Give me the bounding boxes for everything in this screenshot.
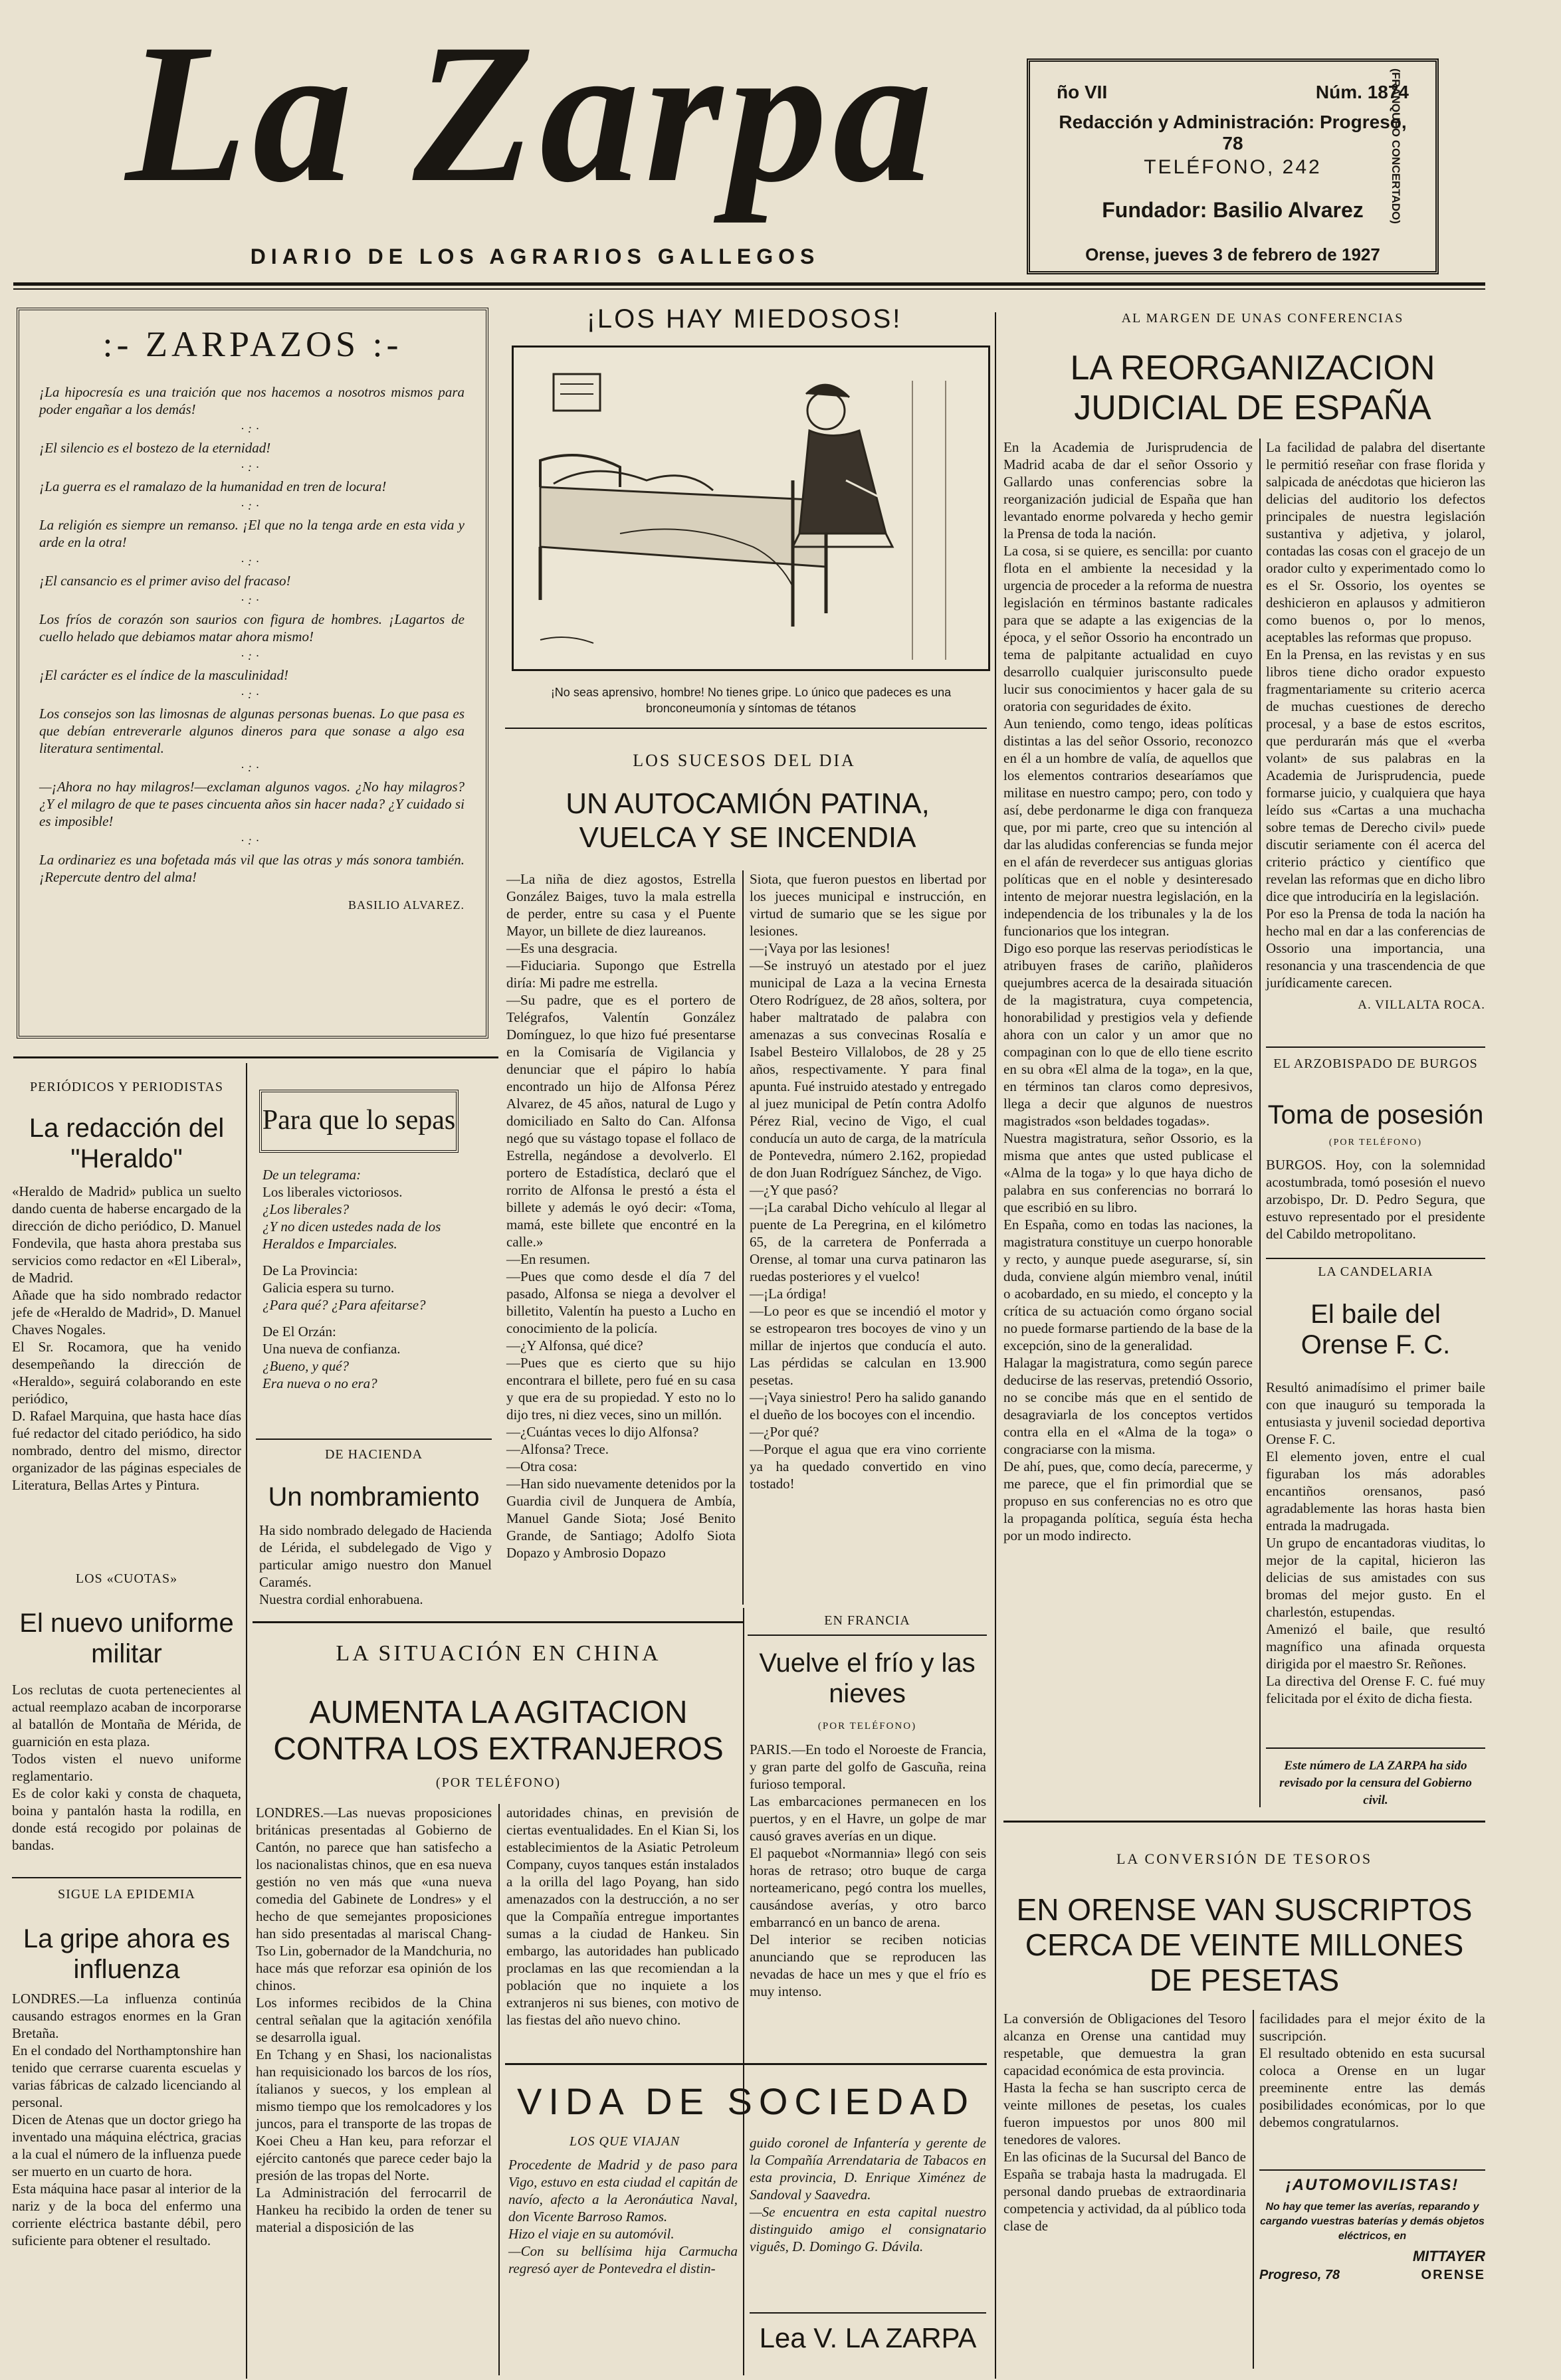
section-rule: [253, 1621, 744, 1623]
sepas-body: [262, 1166, 495, 1392]
column-divider: [995, 312, 996, 2379]
reorg-kicker: AL MARGEN DE UNAS CONFERENCIAS: [1121, 311, 1404, 326]
column-divider: [743, 1608, 744, 2375]
arzobispado-kicker: EL ARZOBISPADO DE BURGOS: [1273, 1056, 1478, 1071]
separator-dots: ·:·: [241, 593, 263, 607]
franqueo-label: (FRANQUEO CONCERTADO): [1390, 68, 1402, 224]
sucesos-para: —¡Vaya siniestro! Pero ha salido ganando el dueño de los bocoyes con el incendio.: [750, 1389, 986, 1423]
reorg-para: Aun teniendo, como tengo, ideas políticas distintas a las del señor Ossorio, reconozco en él a un hombre de valía, de aquellos que los elementos contrarios desearíamos que militase en nuestro campo; pero, con todo y así, debe perdonarme le diga con franqueza que, por mi parte, creo que su intención al dar las aludidas conferencias se funda mejor en el afán de reverdecer sus antiguas glorias políticas que en el noble y desinteresado intento de mejorar nuestra legislación, en la independencia de los tribunales y la de los funcionarios que los integran.: [1003, 716, 1253, 939]
section-rule: [1266, 1046, 1485, 1048]
china-para: En Tchang y en Shasi, los nacionalistas han requisicionado los barcos de los ríos, ítalianos y suecos, y los emplean al mismo tiempo que los remolcadores y los juncos, para el transporte de las tropas de Koei Cheu a Han keu, para reforzar el ejército cantonés que parece ceder bajo la presión de las tropas del Norte.: [256, 2046, 492, 2183]
cuotas-kicker: LOS «CUOTAS»: [75, 1571, 178, 1586]
sucesos-col-1: [506, 870, 736, 1561]
separator-dots: ·:·: [241, 649, 263, 662]
sociedad-para: Hizo el viaje en su automóvil.: [508, 2226, 675, 2242]
maxim: ¡La guerra es el ramalazo de la humanidad en tren de locura!: [39, 478, 387, 494]
column-divider: [742, 870, 744, 1605]
china-para: autoridades chinas, en previsión de ciertas eventualidades. En el Kian Si, los establecimientos de la Asiatic Petroleum Company, cuyos tanques están instalados a la orilla del lago Poyang, han sido amenazados con la destrucción, a no ser que la Compañía entregue importantes sumas a la ciudad de Hankeu. Sin embargo, las autoridades han publicado proclamas en las que recomiendan a la población que no inquiete a los extranjeros ni sus bienes, con motivo de las fiestas del año nuevo chino.: [506, 1805, 739, 2028]
reorg-headline: LA REORGANIZACION JUDICIAL DE ESPAÑA: [1070, 349, 1435, 427]
sucesos-para: —¿Cuántas veces lo dijo Alfonsa?: [506, 1424, 699, 1440]
sepas-line: De un telegrama:: [262, 1167, 362, 1183]
zarpazos-title: :- ZARPAZOS :-: [102, 324, 403, 364]
baile-para: Un grupo de encantadoras viuditas, lo mejor de la capital, hicieron las delicias de sus amistades con sus bromas del mejor gusto. En el charlestón, estupendas.: [1266, 1535, 1485, 1620]
section-rule: [1259, 2169, 1485, 2171]
gripe-headline: La gripe ahora es influenza: [23, 1924, 231, 1984]
sepas-line: ¿Los liberales?: [262, 1201, 350, 1217]
cuotas-para: Todos visten el nuevo uniforme reglamentario.: [12, 1751, 241, 1784]
zarpazos-box: [17, 308, 488, 1039]
separator-dots: ·:·: [241, 761, 263, 774]
baile-body: [1266, 1379, 1485, 1707]
hacienda-kicker: DE HACIENDA: [324, 1447, 423, 1462]
sociedad-footer: Lea V. LA ZARPA: [759, 2322, 977, 2353]
censor-note: Este número de LA ZARPA ha sido revisado por la censura del Gobierno civil.: [1279, 1759, 1472, 1807]
baile-para: Resultó animadísimo el primer baile con que inauguró su temporada la entusiasta y juvenil sociedad deportiva Orense F. C.: [1266, 1379, 1485, 1447]
reorg-para: En la Prensa, en las revistas y en sus libros tiene dicho orador expuesto fragmentariamente su criterio acerca de muchas cuestiones de derecho procesal, y a base de estos escritos, que perdurarán más que el «verba volant» de sus palabras en la Academia de Jurisprudencia, puede formarse juicio, y cualquiera que haya leído sus «Cartas a una muchacha sobre temas de Derecho civil» puede discutir seriamente con él acerca del criterio práctico y científico que revelan las reformas que en dicho libro dice que introduciría en la legislación.: [1266, 646, 1485, 904]
cartoon-caption: ¡No seas aprensivo, hombre! No tienes gripe. Lo único que padeces es una bronconeumonía y síntomas de tétanos: [550, 686, 952, 715]
maxim: ¡El carácter es el índice de la masculinidad!: [39, 667, 288, 683]
frio-para: Las embarcaciones permanecen en los puertos, y en el Havre, un golpe de mar causó graves averías en un dique.: [750, 1793, 986, 1844]
sepas-line: De El Orzán:: [262, 1324, 336, 1339]
reorg-para: La facilidad de palabra del disertante le permitió reseñar con frase florida y salpicada de anécdotas que hicieron las delicias del auditorio los defectos principales de nuestra legislación sustantiva y adjetiva, y jolarol, contadas las cosas con el gracejo de un orador culto y experimentado como lo es el Sr. Ossorio, los oyentes se deshicieron en aplausos y admitieron como buenos o, por lo menos, aceptables las reformas que propuso.: [1266, 439, 1485, 645]
masthead: [0, 0, 1561, 286]
number-label: Núm. 1874: [1315, 82, 1409, 102]
column-divider: [1259, 439, 1261, 1807]
tesoros-para: facilidades para el mejor éxito de la suscripción.: [1259, 2011, 1485, 2044]
ad-city: ORENSE: [1421, 2268, 1485, 2282]
sociedad-para: Procedente de Madrid y de paso para Vigo, estuvo en esta ciudad el capitán de navío, afecto a la Aeronáutica Naval, don Vicente Barroso Ramos.: [508, 2157, 738, 2225]
hacienda-para: Nuestra cordial enhorabuena.: [259, 1591, 423, 1607]
column-divider: [1253, 2010, 1254, 2369]
reorg-para: Halagar la magistratura, como según parece deducirse de las reservas, pretendió Ossorio, no se concibe más que en el sentido de desagraviarla de los conceptos vertidos contra ella en el «Alma de la toga» o congraciarse con la misma.: [1003, 1355, 1253, 1457]
sucesos-para: —Su padre, que es el portero de Telégrafos, Valentín González Domínguez, lo que hizo fué presentarse en la Comisaría de Vigilancia y denunciar que el pápiro lo había encontrado un hijo de Alfonsa Pérez Alvarez, de 45 años, natural de Lugo y domiciliado en Salto do Can. Alfonsa negó que su vástago topase el follaco de Estrella, negándose a devolverlo. El portero de Estadística, declaró que el rorrito de Alfonsa le prestó a ésta el billete y además le oyó decir: «Toma, mamá, este billete que encontré en la calle.»: [506, 992, 736, 1250]
sucesos-para: —Porque el agua que era vino corriente ya ha quedado convertido en vino tostado!: [750, 1441, 986, 1492]
section-rule: [505, 2063, 987, 2065]
separator-dots: ·:·: [241, 688, 263, 701]
sucesos-kicker: LOS SUCESOS DEL DIA: [633, 751, 856, 770]
sociedad-para: —Con su bellísima hija Carmucha regresó ayer de Pontevedra el distin-: [508, 2243, 738, 2276]
arzobispado-byline: (POR TELÉFONO): [1328, 1138, 1423, 1147]
cartoon-title: ¡LOS HAY MIEDOSOS!: [586, 304, 902, 334]
sepas-line: De La Provincia:: [262, 1262, 358, 1278]
gripe-body: [12, 1990, 241, 2249]
tesoros-para: En las oficinas de la Sucursal del Banco de España se trabaja hasta la madrugada. El personal dando pruebas de extraordinaria competencia y actividad, da al público toda clase de: [1003, 2149, 1246, 2234]
tesoros-para: La conversión de Obligaciones del Tesoro alcanza en Orense una cantidad muy respetable, que demuestra la gran capacidad económica de esta provincia.: [1003, 2011, 1246, 2078]
reorg-para: Nuestra magistratura, señor Ossorio, es la misma que antes que usted publicase el «Alma de la toga» y lo que haya dicho de palabra en sus conferencias no borrará lo que escribió en su libro.: [1003, 1130, 1253, 1215]
sucesos-headline: UN AUTOCAMIÓN PATINA, VUELCA Y SE INCENDIA: [566, 787, 930, 854]
sucesos-para: —Han sido nuevamente detenidos por la Guardia civil de Junquera de Ambía, Manuel Gande Siota; José Benito Grande, de Santiago; Adolfo Siota Dopazo y Ambrosio Dopazo: [506, 1476, 736, 1561]
reorg-para: En España, como en todas las naciones, la magistratura constituye un cuerpo honorable y recto, y aunque puede asegurarse, sí, sin duda, conviene algún miembro venal, inútil o acobardado, en su miedo, el concepto y la crítica de su actuación como órgano social no puede formarse partiendo de la base de la excepción, sino de la generalidad.: [1003, 1217, 1253, 1353]
sepas-title-box: [259, 1090, 459, 1153]
founder-label: Fundador: Basilio Alvarez: [1102, 198, 1364, 222]
baile-headline: El baile del Orense F. C.: [1301, 1300, 1451, 1359]
masthead-title: La Zarpa: [125, 3, 938, 223]
hacienda-body: [259, 1522, 492, 1608]
china-para: La Administración del ferrocarril de Hankeu ha recibido la orden de tener su material a disposición de las: [256, 2185, 492, 2235]
sucesos-para: —Se instruyó un atestado por el juez municipal de Laza a la vecina Ernesta Otero Rodríguez, de 28 años, soltera, por haber maltratado de palabra con amenazas a sus convecinas Rosalía e Isabel Besteiro Villalobos, de 28 y 25 años, respectivamente. Y para final apunta. Fué instruido atestado y entregado al juez municipal de Petín contra Adolfo Pérez Rial, vecino de Vigo, el cual conducía un auto de carga, de la matrícula de Pontevedra, número 2.162, propiedad de don Juan Rodríguez Sánchez, de Vigo.: [750, 957, 986, 1181]
periodicos-para: «Heraldo de Madrid» publica un suelto dando cuenta de haberse encargado de la dirección de dicho periódico, D. Manuel Fondevila, que hasta ahora prestaba sus servicios como redactor en «El Liberal», de Madrid.: [12, 1183, 241, 1286]
sepas-line: ¿Y no dicen ustedes nada de los Heraldos e Imparciales.: [262, 1219, 441, 1252]
cuotas-para: Los reclutas de cuota pertenecientes al actual reemplazo acaban de incorporarse al batallón de Montaña de Mérida, de guarnición en esta plaza.: [12, 1682, 241, 1749]
sucesos-col-2: [750, 870, 986, 1492]
separator-dots: ·:·: [241, 422, 263, 435]
cuotas-body: [12, 1681, 241, 1854]
reorg-para: En la Academia de Jurisprudencia de Madrid acaba de dar el señor Ossorio y Gallardo unas conferencias sobre la reorganización judicial de España que han levantado enorme polvareda y hecho gemir la Prensa de toda la nación.: [1003, 439, 1253, 542]
baile-kicker: LA CANDELARIA: [1318, 1264, 1433, 1279]
masthead-rule: [13, 282, 1485, 286]
date-label: Orense, jueves 3 de febrero de 1927: [1085, 245, 1380, 264]
ad-name: MITTAYER: [1412, 2248, 1485, 2264]
gripe-para: Dicen de Atenas que un doctor griego ha inventado una máquina eléctrica, gracias a la cual el número de la influenza puede ser muerto en un cuarto de hora.: [12, 2112, 241, 2179]
column-divider: [246, 1063, 247, 2379]
cuotas-headline: El nuevo uniforme militar: [19, 1609, 234, 1668]
frio-para: PARIS.—En todo el Noroeste de Francia, y gran parte del golfo de Gascuña, reina furioso temporal.: [750, 1741, 986, 1792]
maxim: ¡El cansancio es el primer aviso del fracaso!: [39, 573, 291, 589]
sucesos-para: —Es una desgracia.: [506, 940, 618, 956]
frio-kicker: EN FRANCIA: [824, 1613, 910, 1628]
periodicos-para: Añade que ha sido nombrado redactor jefe de «Heraldo de Madrid», D. Manuel Chaves Nogales.: [12, 1287, 241, 1338]
frio-para: Del interior se reciben noticias anunciando que se reproducen las nevadas de hace un mes y que el frío es muy intenso.: [750, 1932, 986, 1999]
masthead-rule-thin: [13, 288, 1485, 290]
sociedad-col-1: [508, 2156, 738, 2277]
hacienda-para: Ha sido nombrado delegado de Hacienda de Lérida, el subdelegado de Vigo y particular amigo nuestro don Manuel Caramés.: [259, 1522, 492, 1590]
phone-label: TELÉFONO, 242: [1144, 156, 1322, 178]
sucesos-para: —¡La órdiga!: [750, 1286, 827, 1302]
reorg-col-1: [1003, 439, 1253, 1544]
baile-para: La directiva del Orense F. C. fué muy felicitada por el éxito de dicha fiesta.: [1266, 1673, 1485, 1706]
sepas-line: Galicia espera su turno.: [262, 1280, 395, 1296]
section-rule: [1003, 1821, 1485, 1823]
separator-dots: ·:·: [241, 460, 263, 474]
reorg-col-2: [1266, 439, 1485, 1014]
ad-title: ¡AUTOMOVILISTAS!: [1285, 2176, 1459, 2194]
sociedad-para: guido coronel de Infantería y gerente de la Compañía Arrendataria de Tabacos en esta provincia, D. Enrique Ximénez de Sandoval y Saavedra.: [750, 2135, 986, 2203]
sucesos-para: —Fiduciaria. Supongo que Estrella diría: Mi padre me estrella.: [506, 957, 736, 991]
gripe-para: En el condado del Northamptonshire han tenido que cerrarse cuarenta escuelas y varias fábricas de calzado licenciando al personal.: [12, 2042, 241, 2110]
arzobispado-body: [1266, 1156, 1485, 1242]
sociedad-kicker: LOS QUE VIAJAN: [569, 2134, 680, 2149]
section-rule: [12, 1877, 241, 1878]
china-para: LONDRES.—Las nuevas proposiciones británicas presentadas al Gobierno de Cantón, no parece que han satisfecho a los nacionalistas chinos, que en esa nueva gestión no ven más que «una nueva comedia del Gabinete de Londres» y el hecho de que semejantes proposiciones han sido presentadas al mariscal Chang-Tso Lin, gobernador de la Mandchuria, no hace más que reforzar esa opinión de los chinos.: [256, 1805, 492, 1993]
periodicos-kicker: PERIÓDICOS Y PERIODISTAS: [30, 1080, 223, 1094]
sucesos-para: —En resumen.: [506, 1251, 590, 1267]
china-headline: AUMENTA LA AGITACION CONTRA LOS EXTRANJEROS: [273, 1695, 724, 1767]
sepas-line: Era nueva o no era?: [262, 1375, 377, 1391]
column-divider: [498, 1804, 500, 2375]
reorg-para: La cosa, si se quiere, es sencilla: por cuanto flota en el ambiente la necesidad y la urgencia de proceder a la reforma de nuestra legislación en términos bastante radicales para que se adapte a las exigencias de la época, y el señor Ossorio ha encontrado un tema de palpitante actualidad en cuyo desarrollo cualquier jurisconsulto puede lucir sus conocimientos y hacer gala de su oratoria con seguridades de éxito.: [1003, 543, 1253, 714]
tesoros-para: El resultado obtenido en esta sucursal coloca a Orense en un lugar preeminente entre las demás posibilidades económicas, por lo que debemos congratularnos.: [1259, 2045, 1485, 2130]
separator-dots: ·:·: [241, 499, 263, 512]
tesoros-kicker: LA CONVERSIÓN DE TESOROS: [1116, 1850, 1373, 1867]
sucesos-para: —¡Vaya por las lesiones!: [750, 940, 890, 956]
tesoros-col-2: [1259, 2010, 1485, 2131]
section-rule: [1266, 1747, 1485, 1749]
baile-para: Amenizó el baile, que resultó magnífico una afinada orquesta dirigida por el maestro Sr. Reñones.: [1266, 1621, 1485, 1672]
china-byline: (POR TELÉFONO): [435, 1775, 562, 1790]
tesoros-para: Hasta la fecha se han suscripto cerca de veinte millones de pesetas, los cuales fueron impuestos por unos 800 mil tenedores de valores.: [1003, 2080, 1246, 2147]
hacienda-headline: Un nombramiento: [268, 1482, 480, 1512]
sucesos-para: —¡La carabal Dicho vehículo al llegar al puente de La Peregrina, en el kilómetro 65, de la carretera de Ponferrada a Orense, al tomar una curva patinaron las ruedas posteriores y el vuelco!: [750, 1199, 986, 1284]
year-label: ño VII: [1057, 82, 1108, 102]
reorg-signature: A. VILLALTA ROCA.: [1358, 998, 1485, 1012]
cartoon-frame: [512, 346, 990, 671]
sepas-title: Para que lo sepas: [262, 1105, 456, 1136]
sociedad-col-2: [750, 2134, 986, 2255]
sucesos-para: —La niña de diez agostos, Estrella González Baiges, tuvo la mala estrella de perder, entre su casa y el Puente Mayor, un billete de diez laureanos.: [506, 871, 736, 939]
gripe-kicker: SIGUE LA EPIDEMIA: [58, 1887, 195, 1902]
arzobispado-headline: Toma de posesión: [1267, 1100, 1484, 1130]
sepas-line: ¿Para qué? ¿Para afeitarse?: [262, 1297, 426, 1313]
sucesos-para: —¿Y Alfonsa, qué dice?: [506, 1338, 643, 1353]
ad-address: Progreso, 78: [1259, 2268, 1340, 2282]
masthead-info-box: [1027, 58, 1439, 274]
section-rule: [748, 1635, 987, 1636]
sepas-line: Una nueva de confianza.: [262, 1341, 401, 1357]
zarpazos-signature: BASILIO ALVAREZ.: [348, 898, 465, 912]
sepas-line: ¿Bueno, y qué?: [262, 1358, 350, 1374]
frio-byline: (POR TELÉFONO): [817, 1721, 917, 1732]
maxim: ¡La hipocresía es una traición que nos hacemos a nosotros mismos para poder engañar a los demás!: [39, 384, 465, 417]
china-kicker: LA SITUACIÓN EN CHINA: [336, 1641, 661, 1666]
frio-body: [750, 1741, 986, 2000]
sucesos-para: Siota, que fueron puestos en libertad por los jueces municipal e instrucción, en virtud de sumario que se les sigue por lesiones.: [750, 871, 986, 939]
sucesos-para: —¿Por qué?: [750, 1424, 819, 1440]
sucesos-para: —Pues que como desde el día 7 del pasado, Alfonsa se niega a devolver el billetito, Valentín ha puesto a Lucho en conocimiento de la policía.: [506, 1268, 736, 1336]
separator-dots: ·:·: [241, 555, 263, 568]
tesoros-headline: EN ORENSE VAN SUSCRIPTOS CERCA DE VEINTE MILLONES DE PESETAS: [1016, 1892, 1473, 1997]
separator-dots: ·:·: [241, 834, 263, 847]
maxim: Los fríos de corazón son saurios con figura de hombres. ¡Lagartos de cuello helado que debiamos matar ahora mismo!: [39, 611, 465, 645]
maxim: Los consejos son las limosnas de algunas personas buenas. Lo que pasa es que debían entreverarle algunos dineros para que sonase a algo esa literatura sentimental.: [39, 706, 465, 756]
section-rule: [256, 1438, 492, 1440]
masthead-subtitle: DIARIO DE LOS AGRARIOS GALLEGOS: [250, 245, 820, 268]
maxim: La ordinariez es una bofetada más vil que las otras y más sonora también. ¡Repercute dentro del alma!: [39, 852, 465, 885]
reorg-para: De ahí, pues, que, como decía, parecerme, y me parece, que el fin primordial que se propuso en sus conferencias no es otro que la propaganda política, seguía ésta hecha por un modo indirecto.: [1003, 1458, 1253, 1543]
frio-para: El paquebot «Normannia» llegó con seis horas de retraso; otro buque de carga norteamericano, pegó contra los muelles, causándose averías, y otro barco embarrancó en un banco de arena.: [750, 1845, 986, 1930]
sucesos-para: —Lo peor es que se incendió el motor y se estropearon tres bocoyes de vino y un millar de injertos que conducía el auto. Las pérdidas se calculan en 13.900 pesetas.: [750, 1303, 986, 1388]
periodicos-body: [12, 1183, 241, 1494]
gripe-para: Esta máquina hace pasar al interior de la nariz y de la boca del enfermo una corriente eléctrica bastante débil, pero suficiente para obtener el resultado.: [12, 2181, 241, 2248]
reorg-para: Por eso la Prensa de toda la nación ha hecho mal en dar a las conferencias de Ossorio una importancia, una resonancia y una trascendencia de que jurídicamente carecen.: [1266, 906, 1485, 991]
tesoros-col-1: [1003, 2010, 1246, 2234]
sucesos-para: —Otra cosa:: [506, 1458, 577, 1474]
arzobispado-para: BURGOS. Hoy, con la solemnidad acostumbrada, tomó posesión el nuevo arzobispo, Dr. D. Pedro Segura, que estuvo representado por el presidente del Cabildo metropolitano.: [1266, 1157, 1485, 1242]
maxim: —¡Ahora no hay milagros!—exclaman algunos vagos. ¿No hay milagros? ¿Y el milagro de que te pases cincuenta años sin hacer nada? ¿Y cuidado si es imposible!: [39, 779, 465, 829]
section-rule: [505, 728, 987, 729]
china-col-2: [506, 1804, 739, 2029]
sociedad-para: —Se encuentra en esta capital nuestro distinguido amigo el consignatario viguês, D. Domingo G. Dávila.: [750, 2204, 986, 2254]
sucesos-para: —¿Y que pasó?: [750, 1182, 839, 1198]
sucesos-para: —Pues que es cierto que su hijo encontrara el billete, pero fué en su casa y que era de su propiedad. Y esto no lo dijo tres, ni diez veces, sino un millón.: [506, 1355, 736, 1423]
china-col-1: [256, 1804, 492, 2236]
ad-text: No hay que temer las averías, reparando y cargando vuestras baterías y demás objetos eléctricos, en: [1260, 2201, 1485, 2242]
maxim: La religión es siempre un remanso. ¡El que no la tenga arde en esta vida y arde en la otra!: [39, 517, 465, 550]
periodicos-para: El Sr. Rocamora, que ha venido desempeñando la dirección de «Heraldo», seguirá colaborando en este periódico,: [12, 1339, 241, 1407]
reorg-para: Digo eso porque las reservas periodísticas le atribuyen frases de cariño, plañideros quejumbres acerca de la desairada situación de la magistratura, cuya competencia, honorabilidad y prestigios vela y defiende ahora con un calor y un amor que no compaginan con lo que de ello tiene escrito en su obra «El alma de la toga», en la que, en términos tan claros como depresivos, llega a decir que algunos de nuestros magistrados «son beldades togadas».: [1003, 940, 1253, 1129]
cartoon-illustration: [514, 347, 988, 669]
baile-para: El elemento joven, entre el cual figuraban los más adorables encantiños orensanos, pasó agradablemente las horas hasta bien entrada la madrugada.: [1266, 1448, 1485, 1534]
sociedad-title: VIDA DE SOCIEDAD: [516, 2080, 976, 2122]
china-para: Los informes recibidos de la China central señalan que la agitación xenófila se desarrolla igual.: [256, 1995, 492, 2045]
ad-box: [1259, 2176, 1485, 2286]
office-label: Redacción y Administración: Progreso, 78: [1059, 112, 1407, 153]
periodicos-para: D. Rafael Marquina, que hasta hace días fué redactor del citado periódico, ha sido nombrado, dentro del mismo, director organizador de las páginas especiales de Literatura, Bellas Artes y Pintura.: [12, 1408, 241, 1493]
cuotas-para: Es de color kaki y consta de chaqueta, boina y pantalón hasta la rodilla, en donde está recogido por polainas de bandas.: [12, 1785, 241, 1853]
zarpazos-body: [39, 383, 465, 914]
periodicos-headline: La redacción del "Heraldo": [29, 1114, 225, 1173]
section-rule: [1266, 1258, 1485, 1259]
section-rule: [13, 1056, 498, 1058]
gripe-para: LONDRES.—La influenza continúa causando estragos enormes en la Gran Bretaña.: [12, 1991, 241, 2041]
frio-headline: Vuelve el frío y las nieves: [759, 1648, 976, 1708]
maxim: ¡El silencio es el bostezo de la eternidad!: [39, 440, 271, 456]
section-rule: [750, 2312, 986, 2314]
sepas-line: Los liberales victoriosos.: [262, 1184, 403, 1200]
sucesos-para: —Alfonsa? Trece.: [506, 1441, 609, 1457]
